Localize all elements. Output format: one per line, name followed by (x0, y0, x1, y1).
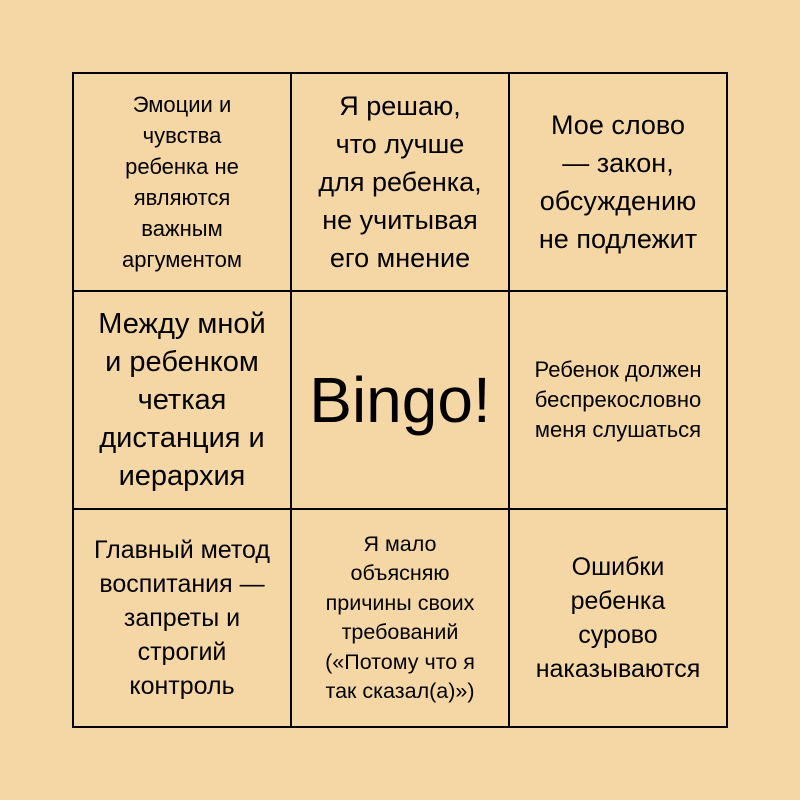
bingo-cell-9-text: Ошибки ребенка сурово наказываются (535, 553, 701, 683)
bingo-cell-4-text: Между мной и ребенком четкая дистанция и иерархия (98, 308, 266, 492)
bingo-cell-9[interactable] (509, 509, 727, 727)
bingo-cell-1[interactable] (73, 73, 291, 291)
bingo-cell-4[interactable] (73, 291, 291, 509)
bingo-cell-6-text: Ребенок должен беспрекословно меня слушаться (534, 357, 702, 442)
bingo-free-center-cell[interactable] (291, 291, 509, 509)
bingo-cell-8[interactable] (291, 509, 509, 727)
bingo-cell-7[interactable] (73, 509, 291, 727)
bingo-cell-2-text: Я решаю, что лучше для ребенка, не учитывая его мнение (318, 91, 482, 273)
bingo-center-text: Bingo! (309, 364, 491, 436)
bingo-cell-8-text: Я мало объясняю причины своих требований («Потому что я так сказал(а)») (325, 531, 475, 703)
bingo-board (72, 72, 728, 728)
bingo-cell-3-text: Мое слово — закон, обсуждению не подлежит (538, 110, 698, 254)
bingo-cell-2[interactable] (291, 73, 509, 291)
bingo-cell-6[interactable] (509, 291, 727, 509)
bingo-cell-3[interactable] (509, 73, 727, 291)
bingo-cell-7-text: Главный метод воспитания — запреты и строгий контроль (94, 536, 270, 700)
bingo-cell-1-text: Эмоции и чувства ребенка не являются важным аргументом (122, 92, 242, 272)
